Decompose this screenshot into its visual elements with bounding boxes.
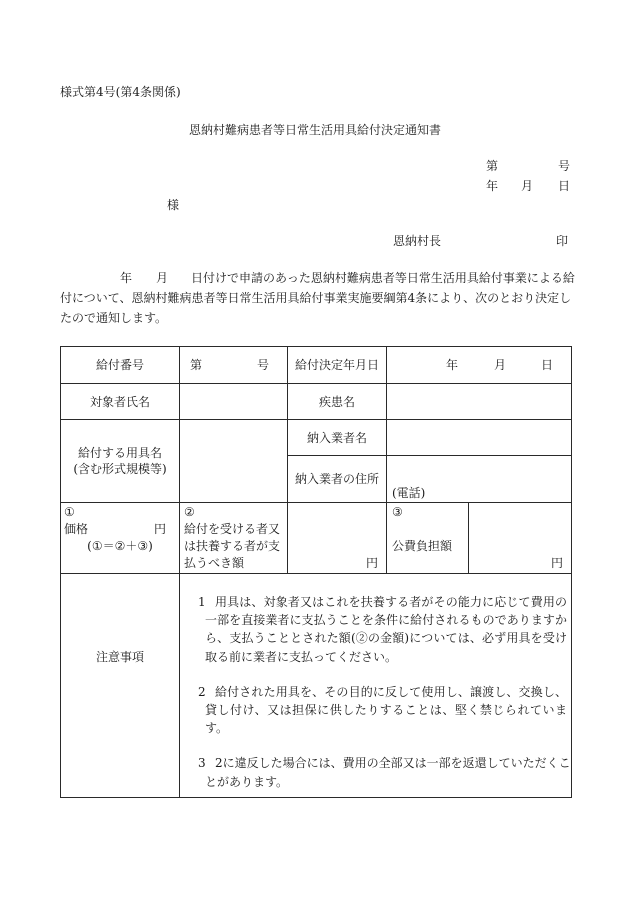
public-payment-label: 公費負担額 bbox=[392, 539, 453, 553]
issue-date-month: 月 bbox=[521, 179, 534, 193]
decision-date-label-cell bbox=[288, 347, 387, 384]
decision-date-label: 給付決定年月日 bbox=[294, 358, 379, 372]
note-line: す。 bbox=[205, 721, 229, 735]
intro-line: 日付けで申請のあった恩納村難病患者等日常生活用具給付事業による給 bbox=[191, 271, 575, 285]
addressee-honorific: 様 bbox=[167, 198, 180, 212]
public-payment-amount-cell bbox=[469, 503, 572, 574]
note-line: 一部を直接業者に支払うことを条件に給付されるものでありますか bbox=[205, 613, 567, 627]
price-unit: 円 bbox=[154, 522, 167, 536]
recipient-name-label-cell bbox=[61, 384, 180, 420]
disease-label-cell bbox=[288, 384, 387, 420]
decision-date-month: 月 bbox=[494, 358, 507, 372]
supplier-name-label: 納入業者名 bbox=[306, 430, 367, 445]
decision-date-cell bbox=[387, 347, 572, 384]
disease-label: 疾患名 bbox=[318, 394, 355, 409]
document-title: 恩納村難病患者等日常生活用具給付決定通知書 bbox=[188, 123, 441, 137]
price-cell bbox=[61, 503, 180, 574]
benefit-number-label-cell bbox=[61, 347, 180, 384]
issuer-title: 恩納村長 bbox=[393, 234, 442, 248]
supplier-name-label-cell bbox=[288, 420, 387, 456]
note-line: 取る前に業者に支払ってください。 bbox=[205, 650, 398, 664]
price-marker: ① bbox=[64, 505, 75, 519]
supplier-address-cell bbox=[387, 456, 572, 503]
public-payment-unit: 円 bbox=[550, 556, 563, 570]
document-number-suffix: 号 bbox=[558, 159, 571, 173]
benefit-number-suffix: 号 bbox=[257, 358, 270, 372]
supplier-address-label-cell bbox=[288, 456, 387, 503]
public-payment-label-cell bbox=[387, 503, 469, 574]
intro-line: 付について、恩納村難病患者等日常生活用具給付事業実施要綱第4条により、次のとおり決定し bbox=[60, 291, 572, 305]
recipient-name-cell bbox=[180, 384, 288, 420]
self-payment-label: 払うべき額 bbox=[184, 556, 245, 570]
price-label: 価格 bbox=[64, 522, 89, 536]
intro-line: たので通知します。 bbox=[60, 311, 168, 325]
decision-date-day: 日 bbox=[541, 358, 554, 372]
supplier-name-cell bbox=[387, 420, 572, 456]
benefit-number-cell bbox=[180, 347, 288, 384]
note-number: 2 bbox=[198, 685, 206, 699]
self-payment-amount-cell bbox=[288, 503, 387, 574]
self-payment-label: 給付を受ける者又 bbox=[184, 522, 281, 536]
issue-date-day: 日 bbox=[558, 179, 571, 193]
phone-label: (電話) bbox=[392, 486, 426, 500]
equipment-label: 給付する用具名 bbox=[77, 446, 162, 460]
equipment-label-note: (含む形式規模等) bbox=[73, 462, 167, 476]
supplier-address-label: 納入業者の住所 bbox=[294, 472, 379, 486]
note-line: 用具は、対象者又はこれを扶養する者がその能力に応じて費用の bbox=[215, 595, 567, 609]
note-line: ら、支払うこととされた額(②の金額)については、必ず用具を受け bbox=[205, 631, 567, 645]
self-payment-unit: 円 bbox=[365, 556, 378, 570]
note-line: とがあります。 bbox=[205, 775, 289, 789]
self-payment-label-cell bbox=[180, 503, 288, 574]
recipient-name-label: 対象者氏名 bbox=[89, 394, 150, 409]
note-number: 1 bbox=[198, 595, 206, 609]
benefit-number-label: 給付番号 bbox=[95, 358, 144, 372]
notes-label: 注意事項 bbox=[95, 650, 144, 664]
issue-date-year: 年 bbox=[486, 179, 499, 193]
equipment-label-cell bbox=[61, 420, 180, 503]
notes-cell bbox=[180, 574, 572, 798]
price-formula: (①＝②＋③) bbox=[87, 539, 153, 553]
equipment-cell bbox=[180, 420, 288, 503]
notes-label-cell bbox=[61, 574, 180, 798]
note-number: 3 bbox=[198, 756, 206, 770]
self-payment-marker: ② bbox=[184, 505, 195, 519]
note-line: 給付された用具を、その目的に反して使用し、譲渡し、交換し、 bbox=[215, 685, 567, 699]
disease-cell bbox=[387, 384, 572, 420]
benefit-decision-table bbox=[60, 346, 572, 798]
document-number-prefix: 第 bbox=[486, 159, 499, 173]
note-line: 2に違反した場合には、費用の全部又は一部を返還していただくこ bbox=[215, 756, 571, 770]
public-payment-marker: ③ bbox=[392, 505, 403, 519]
benefit-number-prefix: 第 bbox=[190, 358, 203, 372]
self-payment-label: は扶養する者が支 bbox=[184, 539, 281, 553]
decision-date-year: 年 bbox=[446, 358, 459, 372]
issuer-seal: 印 bbox=[556, 234, 569, 248]
form-reference: 様式第4号(第4条関係) bbox=[60, 85, 181, 99]
intro-year: 年 bbox=[120, 271, 133, 285]
intro-month: 月 bbox=[156, 271, 169, 285]
note-line: 貸し付け、又は担保に供したりすることは、堅く禁じられていま bbox=[205, 703, 567, 717]
